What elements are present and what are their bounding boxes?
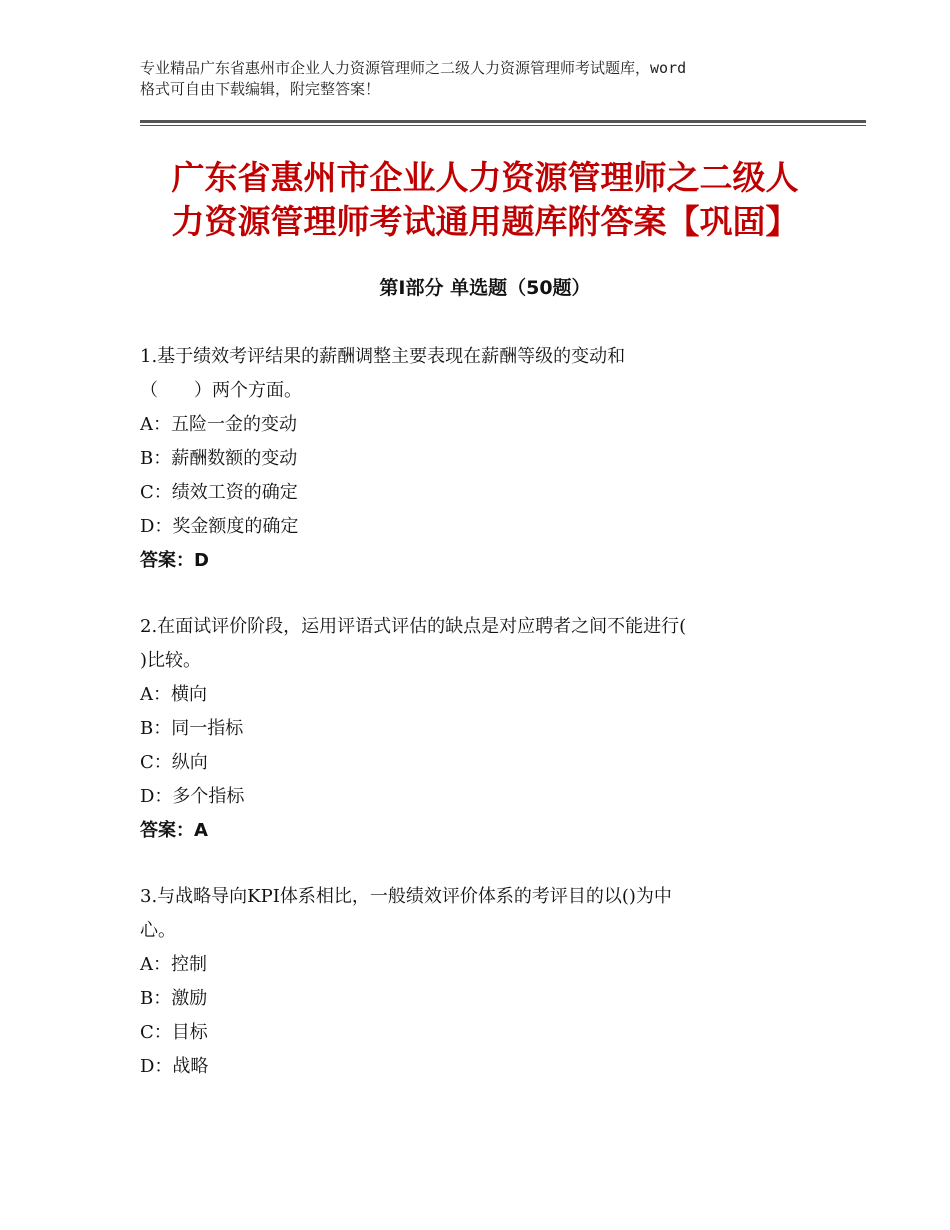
question-stem-line: （ ）两个方面。	[140, 380, 302, 401]
option-c: C：绩效工资的确定	[140, 482, 298, 503]
option-c: C：纵向	[140, 752, 208, 773]
option-d: D：多个指标	[140, 786, 245, 807]
question-stem-line: )比较。	[140, 650, 202, 671]
header-note	[140, 58, 830, 100]
question-stem-line: 1.基于绩效考评结果的薪酬调整主要表现在薪酬等级的变动和	[140, 346, 626, 367]
question-stem-line: 2.在面试评价阶段，运用评语式评估的缺点是对应聘者之间不能进行(	[140, 616, 687, 637]
header-note-line-2: 格式可自由下载编辑，附完整答案！	[140, 80, 381, 98]
document-title-line-2: 力资源管理师考试通用题库附答案【巩固】	[171, 202, 799, 241]
header-rule-thick	[140, 120, 866, 123]
option-b: B：激励	[140, 988, 208, 1009]
question-2	[140, 610, 800, 848]
option-d: D：奖金额度的确定	[140, 516, 299, 537]
answer: 答案：D	[140, 550, 209, 571]
option-a: A：横向	[140, 684, 207, 705]
option-c: C：目标	[140, 1022, 208, 1043]
question-3	[140, 880, 800, 1084]
document-title	[140, 156, 830, 244]
answer: 答案：A	[140, 820, 208, 841]
option-d: D：战略	[140, 1056, 209, 1077]
option-a: A：控制	[140, 954, 207, 975]
option-b: B：薪酬数额的变动	[140, 448, 298, 469]
question-stem-line: 心。	[140, 920, 176, 941]
section-title: 第Ⅰ部分 单选题（50题）	[379, 277, 591, 299]
question-stem-line: 3.与战略导向KPI体系相比，一般绩效评价体系的考评目的以()为中	[140, 886, 672, 907]
document-title-line-1: 广东省惠州市企业人力资源管理师之二级人	[171, 158, 799, 197]
question-1	[140, 340, 800, 578]
header-note-line-1: 专业精品广东省惠州市企业人力资源管理师之二级人力资源管理师考试题库，word	[140, 59, 687, 77]
option-b: B：同一指标	[140, 718, 244, 739]
header-rule-thin	[140, 125, 866, 126]
option-a: A：五险一金的变动	[140, 414, 297, 435]
question-list	[140, 340, 800, 1116]
